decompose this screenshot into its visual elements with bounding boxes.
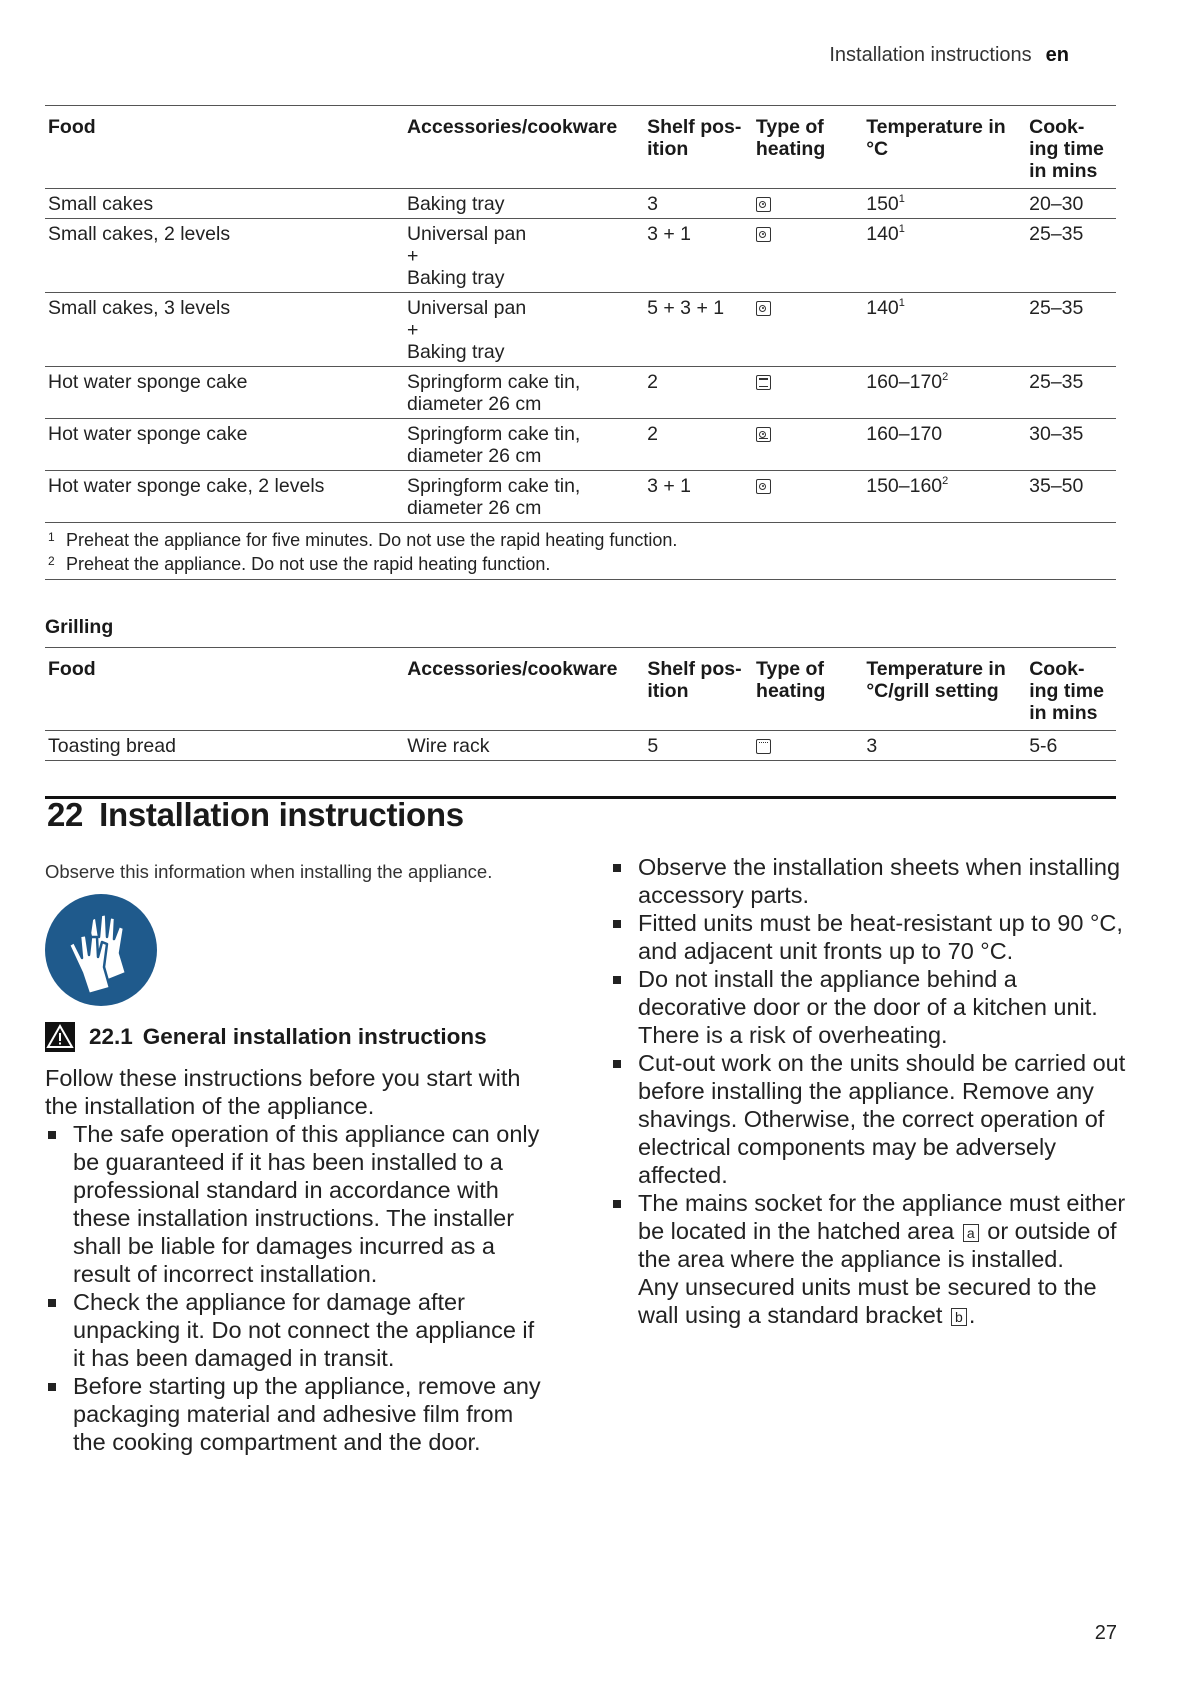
cell-temperature: $140^1$	[863, 219, 1026, 293]
footnote-ref: 1	[898, 297, 905, 309]
hot-air-icon	[756, 197, 771, 212]
section-intro: Observe this information when installing the appliance.	[45, 861, 493, 882]
grilling-heading: Grilling	[45, 616, 114, 638]
top-bottom-heating-icon	[756, 375, 771, 390]
cell-accessories: Springform cake tin, diameter 26 cm	[404, 367, 644, 419]
label-b-box: b	[951, 1308, 967, 1326]
left-column	[45, 1064, 550, 1456]
cell-heating	[753, 219, 863, 293]
pizza-setting-icon	[756, 427, 771, 442]
cell-shelf: 3 + 1	[644, 471, 753, 523]
cell-food: Small cakes, 2 levels	[45, 219, 404, 293]
cell-heating	[753, 367, 863, 419]
cell-food: Hot water sponge cake, 2 levels	[45, 471, 404, 523]
cell-accessories: Baking tray	[404, 189, 644, 219]
full-surface-grill-icon	[756, 739, 771, 754]
col-shelf: Shelf pos- ition	[644, 648, 753, 731]
cell-accessories: Springform cake tin, diameter 26 cm	[404, 419, 644, 471]
col-heating: Type of heating	[753, 106, 863, 189]
cell-time: 5-6	[1026, 731, 1116, 761]
footnotes-row	[45, 523, 1116, 580]
left-bullet-list	[45, 1120, 550, 1456]
subsection-title-text: General installation instructions	[142, 1024, 487, 1049]
table-row	[45, 189, 1116, 219]
cell-accessories: Springform cake tin, diameter 26 cm	[404, 471, 644, 523]
list-item: Fitted units must be heat-resistant up to 90 °C, and adjacent unit fronts up to 70 °C.	[610, 909, 1130, 965]
page-number: 27	[1094, 1622, 1117, 1644]
footnote-mark: 2	[48, 554, 55, 568]
hot-air-icon	[756, 227, 771, 242]
col-cooking-time: Cook- ing time in mins	[1026, 106, 1116, 189]
col-food: Food	[45, 648, 404, 731]
table-row	[45, 419, 1116, 471]
grilling-table	[45, 647, 1116, 761]
lead-paragraph: Follow these instructions before you start with the installation of the appliance.	[45, 1065, 521, 1119]
table-row	[45, 219, 1116, 293]
cell-food: Hot water sponge cake	[45, 367, 404, 419]
footnote-ref: 2	[942, 475, 949, 487]
language-code: en	[1045, 44, 1069, 66]
col-accessories: Accessories/cookware	[404, 648, 644, 731]
cell-heating	[753, 471, 863, 523]
cell-food: Hot water sponge cake	[45, 419, 404, 471]
label-a-box: a	[963, 1224, 979, 1242]
list-item: Cut-out work on the units should be carried out before installing the appliance. Remove any shavings. Otherwise, the correct operation of electrical components may be adversely affected.	[610, 1049, 1130, 1189]
cell-time: 25–35	[1026, 293, 1116, 367]
col-heating: Type of heating	[753, 648, 863, 731]
cell-heating	[753, 293, 863, 367]
footnotes	[45, 523, 1116, 580]
cell-shelf: 5	[644, 731, 753, 761]
list-item: Do not install the appliance behind a decorative door or the door of a kitchen unit. There is a risk of overheating.	[610, 965, 1130, 1049]
cell-time: 35–50	[1026, 471, 1116, 523]
right-bullet-list	[610, 853, 1130, 1329]
cell-time: 25–35	[1026, 367, 1116, 419]
table-header-row	[45, 648, 1116, 731]
cell-shelf: 2	[644, 367, 753, 419]
section-title	[47, 796, 464, 834]
col-shelf: Shelf pos- ition	[644, 106, 753, 189]
cell-food: Small cakes	[45, 189, 404, 219]
table-header-row	[45, 106, 1116, 189]
cell-temperature: $150^1$	[863, 189, 1026, 219]
hot-air-icon	[756, 301, 771, 316]
cell-time: 25–35	[1026, 219, 1116, 293]
list-item: Observe the installation sheets when installing accessory parts.	[610, 853, 1130, 909]
col-food: Food	[45, 106, 404, 189]
cell-heating	[753, 189, 863, 219]
cell-food: Small cakes, 3 levels	[45, 293, 404, 367]
footnote-ref: 1	[898, 193, 905, 205]
footnote-ref: 1	[898, 223, 905, 235]
cell-shelf: 3 + 1	[644, 219, 753, 293]
col-temperature: Temperature in °C	[863, 106, 1026, 189]
list-item: The safe operation of this appliance can only be guaranteed if it has been installed to a professional standard in accordance with these installation instructions. The installer shall be liable for damages incurred as a result of incorrect installation.	[45, 1120, 550, 1288]
list-item: Before starting up the appliance, remove any packaging material and adhesive film from the cooking compartment and the door.	[45, 1372, 550, 1456]
col-cooking-time: Cook- ing time in mins	[1026, 648, 1116, 731]
cell-time: 20–30	[1026, 189, 1116, 219]
cell-time: 30–35	[1026, 419, 1116, 471]
footnote-mark: 1	[48, 530, 55, 544]
cell-temperature: 3	[863, 731, 1026, 761]
cell-temperature: 160–170	[863, 419, 1026, 471]
baking-table	[45, 105, 1116, 580]
subsection-title	[45, 1022, 487, 1052]
hot-air-icon	[756, 479, 771, 494]
cell-heating	[753, 419, 863, 471]
list-item: Check the appliance for damage after unpacking it. Do not connect the appliance if it has been damaged in transit.	[45, 1288, 550, 1372]
right-column	[610, 853, 1130, 1329]
wear-gloves-icon	[44, 893, 158, 1007]
table-row	[45, 367, 1116, 419]
cell-temperature: $150-160^2$	[863, 471, 1026, 523]
cell-shelf: 5 + 3 + 1	[644, 293, 753, 367]
page-header	[829, 44, 1069, 67]
table-row	[45, 731, 1116, 761]
cell-temperature: $140^1$	[863, 293, 1026, 367]
cell-accessories: Universal pan + Baking tray	[404, 293, 644, 367]
col-temperature: Temperature in °C/grill setting	[863, 648, 1026, 731]
footnote-text: Preheat the appliance. Do not use the rapid heating function.	[66, 554, 551, 574]
subsection-number: 22.1	[89, 1024, 133, 1049]
list-item: The mains socket for the appliance must either be located in the hatched area a or outside of the area where the appliance is installed. Any unsecured units must be secured to the wall using a standard bracket b .	[610, 1189, 1130, 1329]
header-title: Installation instructions	[829, 44, 1032, 66]
footnote-ref: 2	[942, 371, 949, 383]
cell-shelf: 3	[644, 189, 753, 219]
cell-heating	[753, 731, 863, 761]
warning-icon	[45, 1022, 75, 1052]
table-row	[45, 471, 1116, 523]
cell-accessories: Universal pan + Baking tray	[404, 219, 644, 293]
cell-food: Toasting bread	[45, 731, 404, 761]
cell-accessories: Wire rack	[404, 731, 644, 761]
cell-temperature: $160-170^2$	[863, 367, 1026, 419]
footnote-text: Preheat the appliance for five minutes. Do not use the rapid heating function.	[66, 530, 678, 550]
cell-shelf: 2	[644, 419, 753, 471]
section-number: 22	[47, 796, 84, 833]
section-title-text: Installation instructions	[99, 796, 464, 833]
col-accessories: Accessories/cookware	[404, 106, 644, 189]
table-row	[45, 293, 1116, 367]
